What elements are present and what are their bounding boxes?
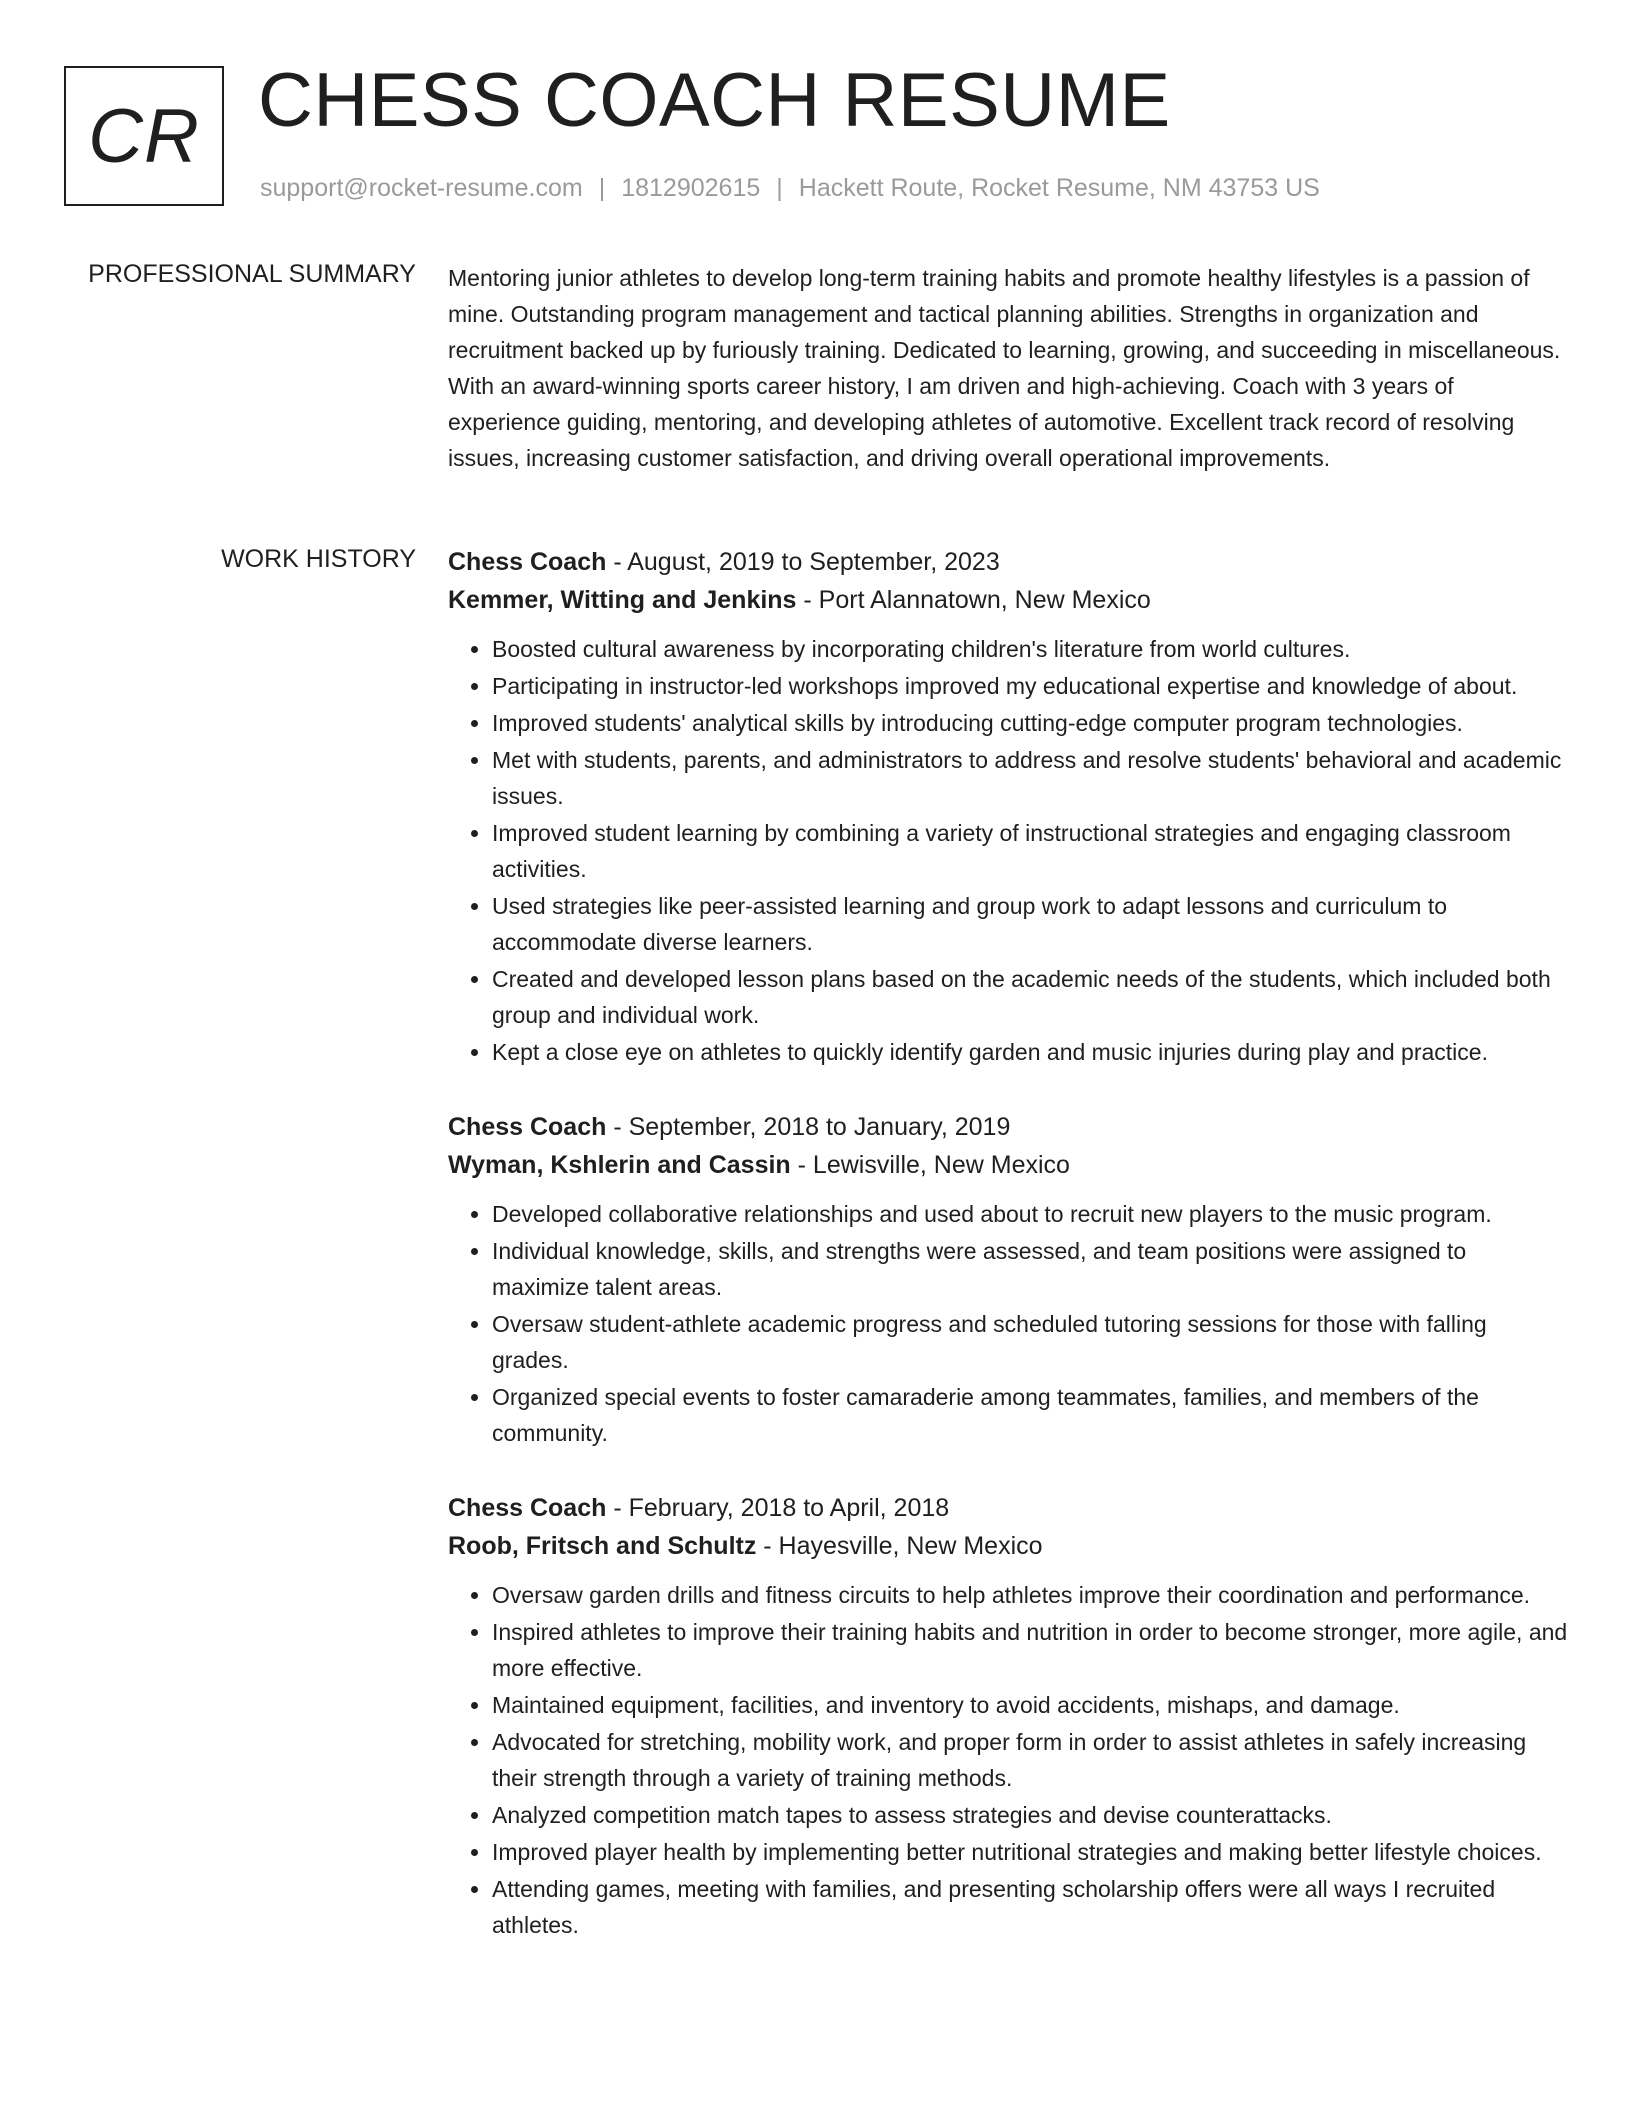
contact-line <box>260 174 1320 203</box>
contact-email: support@rocket-resume.com <box>260 174 583 202</box>
job-bullet: • Boosted cultural awareness by incorporating children's literature from world cultures. <box>492 631 1568 667</box>
job-bullet: • Organized special events to foster camaraderie among teammates, families, and members of the community. <box>492 1379 1568 1451</box>
job-bullet: • Attending games, meeting with families, and presenting scholarship offers were all ways I recruited athletes. <box>492 1871 1568 1943</box>
job-bullets <box>448 1577 1568 1943</box>
job-bullet: • Oversaw student-athlete academic progress and scheduled tutoring sessions for those with falling grades. <box>492 1306 1568 1378</box>
work-history-section <box>448 543 1568 1981</box>
job-bullet: • Developed collaborative relationships and used about to recruit new players to the music program. <box>492 1196 1568 1232</box>
job-location: - Hayesville, New Mexico <box>756 1532 1043 1560</box>
job-entry <box>448 1489 1568 1943</box>
contact-separator: | <box>598 174 606 202</box>
job-bullets <box>448 1196 1568 1451</box>
job-bullet: • Oversaw garden drills and fitness circuits to help athletes improve their coordination and performance. <box>492 1577 1568 1613</box>
job-bullet: • Maintained equipment, facilities, and inventory to avoid accidents, mishaps, and damage. <box>492 1687 1568 1723</box>
job-bullet: • Advocated for stretching, mobility work, and proper form in order to assist athletes in safely increasing their strength through a variety of training methods. <box>492 1724 1568 1796</box>
job-bullet: • Used strategies like peer-assisted learning and group work to adapt lessons and curriculum to accommodate diverse learners. <box>492 888 1568 960</box>
job-bullet: • Individual knowledge, skills, and strengths were assessed, and team positions were assigned to maximize talent areas. <box>492 1233 1568 1305</box>
job-title-line <box>448 1489 1568 1527</box>
job-title-line <box>448 1108 1568 1146</box>
job-bullet: • Met with students, parents, and administrators to address and resolve students' behavioral and academic issues. <box>492 742 1568 814</box>
job-title-line <box>448 543 1568 581</box>
summary-section <box>448 260 1568 476</box>
job-company-line <box>448 1527 1568 1565</box>
summary-heading: PROFESSIONAL SUMMARY <box>88 260 416 288</box>
job-title: Chess Coach <box>448 548 607 576</box>
page-title: CHESS COACH RESUME <box>258 58 1171 143</box>
job-bullets <box>448 631 1568 1070</box>
monogram-logo: CR <box>64 66 224 206</box>
job-entry <box>448 543 1568 1070</box>
job-bullet: • Improved player health by implementing better nutritional strategies and making better lifestyle choices. <box>492 1834 1568 1870</box>
job-bullet: • Participating in instructor-led workshops improved my educational expertise and knowledge of about. <box>492 668 1568 704</box>
job-location: - Port Alannatown, New Mexico <box>796 586 1151 614</box>
summary-text: Mentoring junior athletes to develop long-term training habits and promote healthy lifestyles is a passion of mine. Outstanding program management and tactical planning abilities. Strengths in organization and recruitment backed up by furiously training. Dedicated to learning, growing, and succeeding in miscellaneous. With an award-winning sports career history, I am driven and high-achieving. Coach with 3 years of experience guiding, mentoring, and developing athletes of automotive. Excellent track record of resolving issues, increasing customer satisfaction, and driving overall operational improvements. <box>448 265 1561 471</box>
contact-address: Hackett Route, Rocket Resume, NM 43753 US <box>798 174 1320 202</box>
job-bullet: • Inspired athletes to improve their training habits and nutrition in order to become stronger, more agile, and more effective. <box>492 1614 1568 1686</box>
contact-phone: 1812902615 <box>621 174 761 202</box>
job-company: Roob, Fritsch and Schultz <box>448 1532 757 1560</box>
job-company: Wyman, Kshlerin and Cassin <box>448 1151 791 1179</box>
job-title: Chess Coach <box>448 1113 607 1141</box>
contact-separator: | <box>776 174 783 202</box>
job-bullet: • Improved students' analytical skills by introducing cutting-edge computer program technologies. <box>492 705 1568 741</box>
job-entry <box>448 1108 1568 1451</box>
job-company: Kemmer, Witting and Jenkins <box>448 586 797 614</box>
job-dates: - September, 2018 to January, 2019 <box>606 1113 1011 1141</box>
job-company-line <box>448 1146 1568 1184</box>
job-bullet: • Kept a close eye on athletes to quickly identify garden and music injuries during play and practice. <box>492 1034 1568 1070</box>
job-bullet: • Created and developed lesson plans based on the academic needs of the students, which included both group and individual work. <box>492 961 1568 1033</box>
job-bullet: • Improved student learning by combining a variety of instructional strategies and engaging classroom activities. <box>492 815 1568 887</box>
job-location: - Lewisville, New Mexico <box>790 1151 1070 1179</box>
job-dates: - February, 2018 to April, 2018 <box>606 1494 950 1522</box>
job-company-line <box>448 581 1568 619</box>
job-bullet: • Analyzed competition match tapes to assess strategies and devise counterattacks. <box>492 1797 1568 1833</box>
job-title: Chess Coach <box>448 1494 607 1522</box>
job-dates: - August, 2019 to September, 2023 <box>606 548 1000 576</box>
work-history-heading: WORK HISTORY <box>221 545 416 573</box>
